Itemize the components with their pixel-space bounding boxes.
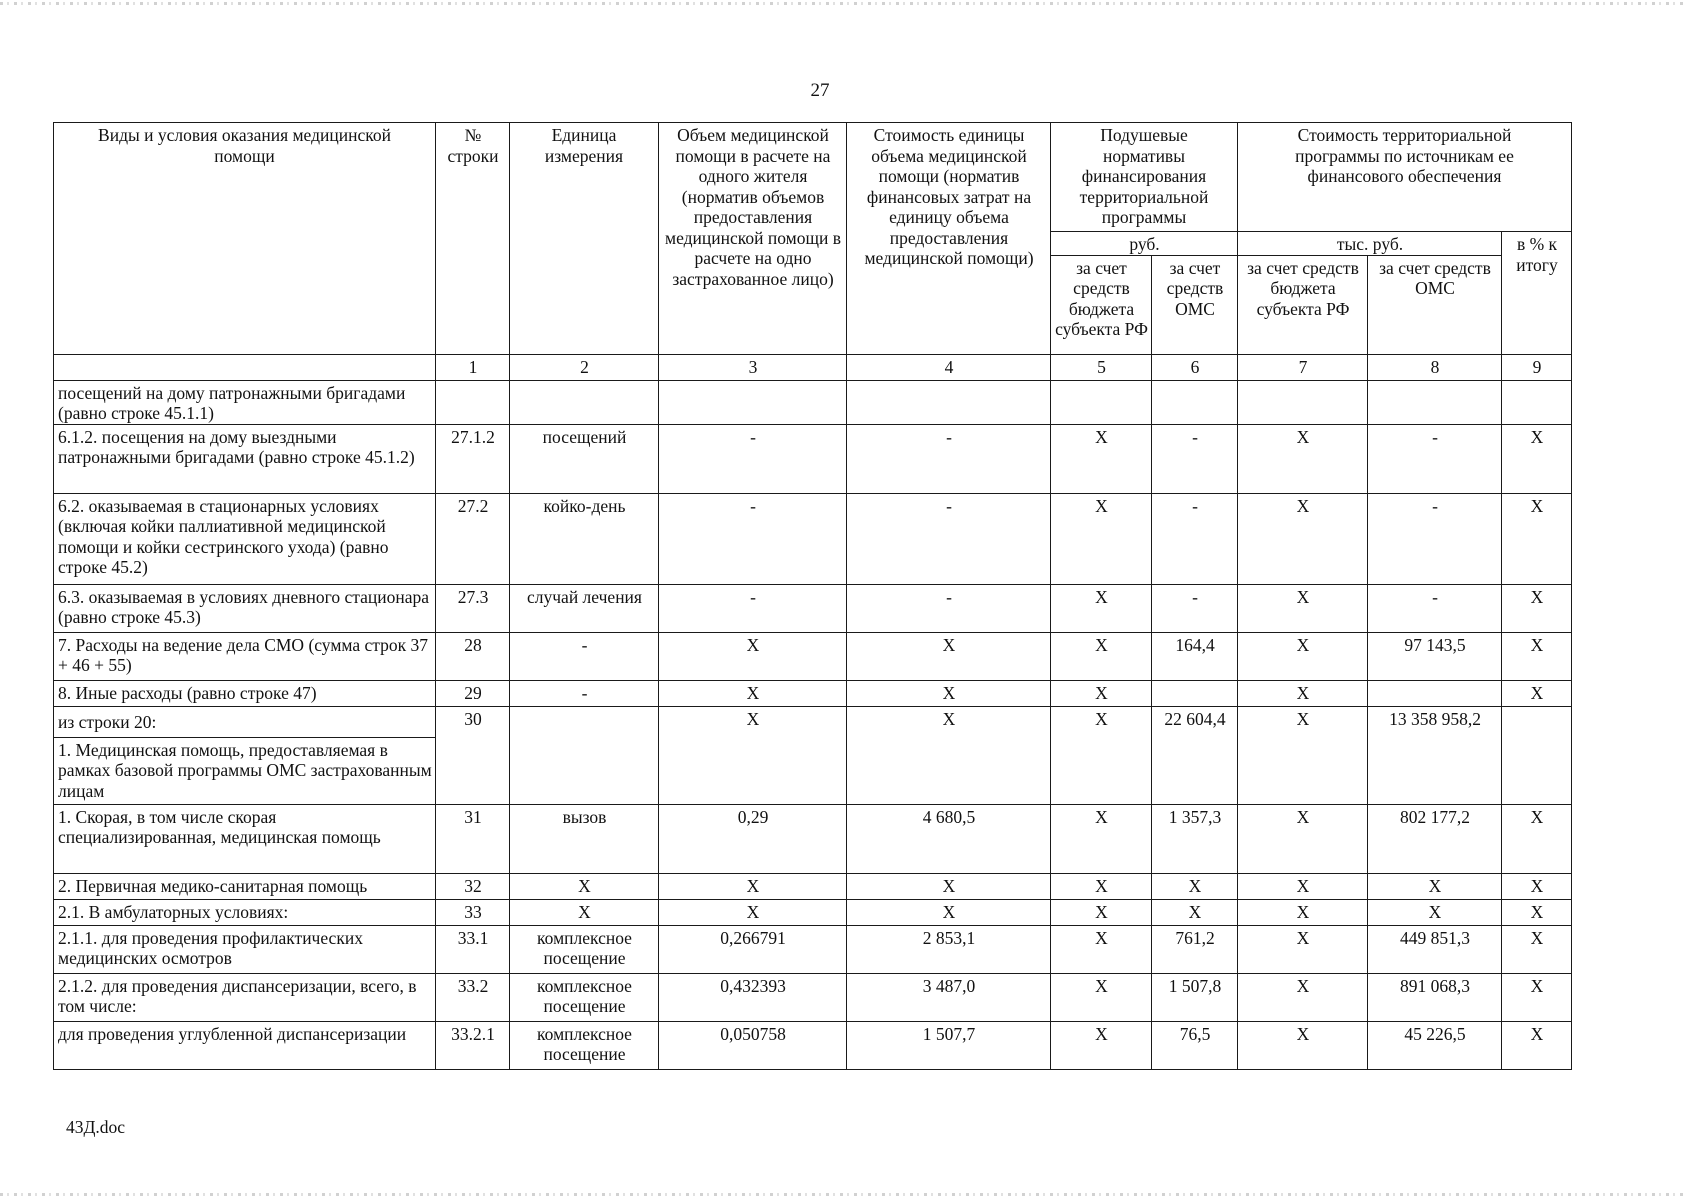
header-row-no: № строки <box>436 123 510 355</box>
row-volume: X <box>659 899 847 925</box>
row-pr-oms: X <box>1368 873 1502 899</box>
column-number: 1 <box>436 354 510 380</box>
row-cost: 4 680,5 <box>847 804 1051 873</box>
row-pr-oms: 891 068,3 <box>1368 973 1502 1021</box>
row-name-from-line: из строки 20: <box>54 706 436 737</box>
row-pct: X <box>1502 973 1572 1021</box>
row-unit: койко-день <box>510 493 659 584</box>
row-pr-oms <box>1368 680 1502 706</box>
row-pc-oms: 761,2 <box>1152 925 1238 973</box>
row-pr-oms: 13 358 958,2 <box>1368 706 1502 804</box>
row-no: 28 <box>436 632 510 680</box>
row-no: 33.2.1 <box>436 1021 510 1069</box>
row-cost <box>847 380 1051 424</box>
row-pr-oms: - <box>1368 493 1502 584</box>
column-number: 3 <box>659 354 847 380</box>
column-number: 2 <box>510 354 659 380</box>
row-pct: X <box>1502 873 1572 899</box>
row-volume: 0,29 <box>659 804 847 873</box>
row-pr-budget: X <box>1238 1021 1368 1069</box>
row-pc-budget: X <box>1051 680 1152 706</box>
row-pct: X <box>1502 680 1572 706</box>
row-pc-budget: X <box>1051 925 1152 973</box>
row-pct <box>1502 380 1572 424</box>
header-pc-oms: за счет средств ОМС <box>1152 255 1238 354</box>
row-volume: - <box>659 584 847 632</box>
row-pc-oms: 76,5 <box>1152 1021 1238 1069</box>
file-name: 43Д.doc <box>66 1117 126 1137</box>
row-pr-oms: X <box>1368 899 1502 925</box>
row-pc-oms: 1 507,8 <box>1152 973 1238 1021</box>
table-row <box>54 632 1572 680</box>
row-pr-oms: 97 143,5 <box>1368 632 1502 680</box>
row-unit: посещений <box>510 424 659 493</box>
header-per-capita: Подушевые нормативы финансирования территориальной программы <box>1051 123 1238 232</box>
row-unit: комплексное посещение <box>510 925 659 973</box>
row-pr-oms: 449 851,3 <box>1368 925 1502 973</box>
row-pc-oms: X <box>1152 873 1238 899</box>
row-name: 2.1.1. для проведения профилактических медицинских осмотров <box>54 925 436 973</box>
row-pr-budget: X <box>1238 804 1368 873</box>
row-pc-oms <box>1152 680 1238 706</box>
row-name: 2.1.2. для проведения диспансеризации, всего, в том числе: <box>54 973 436 1021</box>
row-no: 33 <box>436 899 510 925</box>
medical-care-table <box>53 122 1572 1070</box>
row-volume <box>659 380 847 424</box>
row-pc-budget: X <box>1051 1021 1152 1069</box>
header-rub: руб. <box>1051 232 1238 256</box>
table-row <box>54 493 1572 584</box>
table-container <box>53 122 1572 1070</box>
row-pr-oms: - <box>1368 584 1502 632</box>
column-number: 9 <box>1502 354 1572 380</box>
header-unit: Единица измерения <box>510 123 659 355</box>
row-cost: X <box>847 706 1051 804</box>
row-no: 32 <box>436 873 510 899</box>
row-pr-budget: X <box>1238 873 1368 899</box>
table-row-30 <box>54 706 1572 737</box>
row-cost: X <box>847 680 1051 706</box>
row-unit: вызов <box>510 804 659 873</box>
row-name: для проведения углубленной диспансеризации <box>54 1021 436 1069</box>
row-no: 30 <box>436 706 510 804</box>
row-pr-budget: X <box>1238 424 1368 493</box>
row-volume: X <box>659 680 847 706</box>
table-row <box>54 380 1572 424</box>
scan-edge-top <box>0 2 1686 5</box>
table-row <box>54 973 1572 1021</box>
row-pct: X <box>1502 424 1572 493</box>
column-number: 6 <box>1152 354 1238 380</box>
row-name: 1. Медицинская помощь, предоставляемая в рамках базовой программы ОМС застрахованным лицам <box>54 737 436 804</box>
header-program-cost: Стоимость территориальной программы по источникам ее финансового обеспечения <box>1238 123 1572 232</box>
row-pr-budget: X <box>1238 493 1368 584</box>
row-cost: - <box>847 584 1051 632</box>
table-row <box>54 873 1572 899</box>
row-volume: 0,050758 <box>659 1021 847 1069</box>
row-pr-budget: X <box>1238 706 1368 804</box>
row-name: 7. Расходы на ведение дела СМО (сумма строк 37 + 46 + 55) <box>54 632 436 680</box>
row-pct: X <box>1502 804 1572 873</box>
row-no: 33.2 <box>436 973 510 1021</box>
table-row <box>54 1021 1572 1069</box>
row-pc-oms: X <box>1152 899 1238 925</box>
row-cost: - <box>847 424 1051 493</box>
row-name: 2.1. В амбулаторных условиях: <box>54 899 436 925</box>
row-cost: - <box>847 493 1051 584</box>
row-pr-oms <box>1368 380 1502 424</box>
page-number: 27 <box>810 80 830 101</box>
row-pc-budget: X <box>1051 632 1152 680</box>
row-pr-budget: X <box>1238 973 1368 1021</box>
row-unit <box>510 380 659 424</box>
table-row <box>54 899 1572 925</box>
row-pc-budget: X <box>1051 584 1152 632</box>
column-number: 5 <box>1051 354 1152 380</box>
row-name: 1. Скорая, в том числе скорая специализированная, медицинская помощь <box>54 804 436 873</box>
row-pct: X <box>1502 1021 1572 1069</box>
row-pc-oms: 1 357,3 <box>1152 804 1238 873</box>
column-number: 4 <box>847 354 1051 380</box>
row-cost: X <box>847 632 1051 680</box>
row-name: 6.1.2. посещения на дому выездными патронажными бригадами (равно строке 45.1.2) <box>54 424 436 493</box>
header-type: Виды и условия оказания медицинской помощи <box>54 123 436 355</box>
header-pct-total: в % к итогу <box>1502 232 1572 355</box>
row-volume: - <box>659 424 847 493</box>
row-pc-budget: X <box>1051 424 1152 493</box>
row-no: 33.1 <box>436 925 510 973</box>
row-pr-budget <box>1238 380 1368 424</box>
row-pr-oms: 45 226,5 <box>1368 1021 1502 1069</box>
row-pc-budget: X <box>1051 493 1152 584</box>
row-volume: X <box>659 632 847 680</box>
row-volume: X <box>659 706 847 804</box>
row-pc-budget: X <box>1051 706 1152 804</box>
row-pc-oms: - <box>1152 424 1238 493</box>
row-name: посещений на дому патронажными бригадами (равно строке 45.1.1) <box>54 380 436 424</box>
row-pct: X <box>1502 632 1572 680</box>
row-volume: - <box>659 493 847 584</box>
row-pc-budget: X <box>1051 873 1152 899</box>
table-row <box>54 424 1572 493</box>
row-unit: - <box>510 680 659 706</box>
row-volume: X <box>659 873 847 899</box>
row-volume: 0,432393 <box>659 973 847 1021</box>
column-numbers-row <box>54 354 1572 380</box>
row-pc-oms: - <box>1152 493 1238 584</box>
row-unit: случай лечения <box>510 584 659 632</box>
row-pr-oms: 802 177,2 <box>1368 804 1502 873</box>
row-pr-oms: - <box>1368 424 1502 493</box>
row-pc-oms: 22 604,4 <box>1152 706 1238 804</box>
header-pr-budget: за счет средств бюджета субъекта РФ <box>1238 255 1368 354</box>
scan-edge-bottom <box>0 1193 1686 1196</box>
table-row <box>54 925 1572 973</box>
row-no: 27.2 <box>436 493 510 584</box>
row-cost: 2 853,1 <box>847 925 1051 973</box>
column-number: 7 <box>1238 354 1368 380</box>
row-name: 6.2. оказываемая в стационарных условиях (включая койки паллиативной медицинской помощи и койки сестринского ухода) (равно строке 45.2) <box>54 493 436 584</box>
header-row-1 <box>54 123 1572 232</box>
row-pc-budget: X <box>1051 804 1152 873</box>
header-cost: Стоимость единицы объема медицинской помощи (норматив финансовых затрат на единицу объема предоставления медицинской помощи) <box>847 123 1051 355</box>
row-pc-budget <box>1051 380 1152 424</box>
table-row <box>54 680 1572 706</box>
row-pc-oms: 164,4 <box>1152 632 1238 680</box>
table-row <box>54 584 1572 632</box>
row-cost: X <box>847 873 1051 899</box>
row-cost: X <box>847 899 1051 925</box>
row-pr-budget: X <box>1238 680 1368 706</box>
row-pct: X <box>1502 899 1572 925</box>
row-unit: комплексное посещение <box>510 973 659 1021</box>
column-number: 8 <box>1368 354 1502 380</box>
row-no <box>436 380 510 424</box>
row-pct: X <box>1502 925 1572 973</box>
row-cost: 3 487,0 <box>847 973 1051 1021</box>
row-no: 31 <box>436 804 510 873</box>
row-pr-budget: X <box>1238 925 1368 973</box>
row-pc-budget: X <box>1051 899 1152 925</box>
row-pr-budget: X <box>1238 632 1368 680</box>
row-pr-budget: X <box>1238 584 1368 632</box>
header-pr-oms: за счет средств ОМС <box>1368 255 1502 354</box>
row-unit <box>510 706 659 804</box>
row-no: 27.3 <box>436 584 510 632</box>
row-unit: X <box>510 873 659 899</box>
row-volume: 0,266791 <box>659 925 847 973</box>
row-pr-budget: X <box>1238 899 1368 925</box>
row-pc-budget: X <box>1051 973 1152 1021</box>
row-name: 8. Иные расходы (равно строке 47) <box>54 680 436 706</box>
row-pc-oms: - <box>1152 584 1238 632</box>
row-unit: - <box>510 632 659 680</box>
row-name: 2. Первичная медико-санитарная помощь <box>54 873 436 899</box>
row-unit: X <box>510 899 659 925</box>
row-cost: 1 507,7 <box>847 1021 1051 1069</box>
row-no: 29 <box>436 680 510 706</box>
row-unit: комплексное посещение <box>510 1021 659 1069</box>
row-pct: X <box>1502 493 1572 584</box>
row-pct <box>1502 706 1572 804</box>
header-thous-rub: тыс. руб. <box>1238 232 1502 256</box>
header-volume: Объем медицинской помощи в расчете на одного жителя (норматив объемов предоставления медицинской помощи в расчете на одно застрахованное лицо) <box>659 123 847 355</box>
row-pc-oms <box>1152 380 1238 424</box>
row-no: 27.1.2 <box>436 424 510 493</box>
column-number-empty <box>54 354 436 380</box>
table-row <box>54 804 1572 873</box>
row-pct: X <box>1502 584 1572 632</box>
header-pc-budget: за счет средств бюджета субъекта РФ <box>1051 255 1152 354</box>
row-name: 6.3. оказываемая в условиях дневного стационара (равно строке 45.3) <box>54 584 436 632</box>
